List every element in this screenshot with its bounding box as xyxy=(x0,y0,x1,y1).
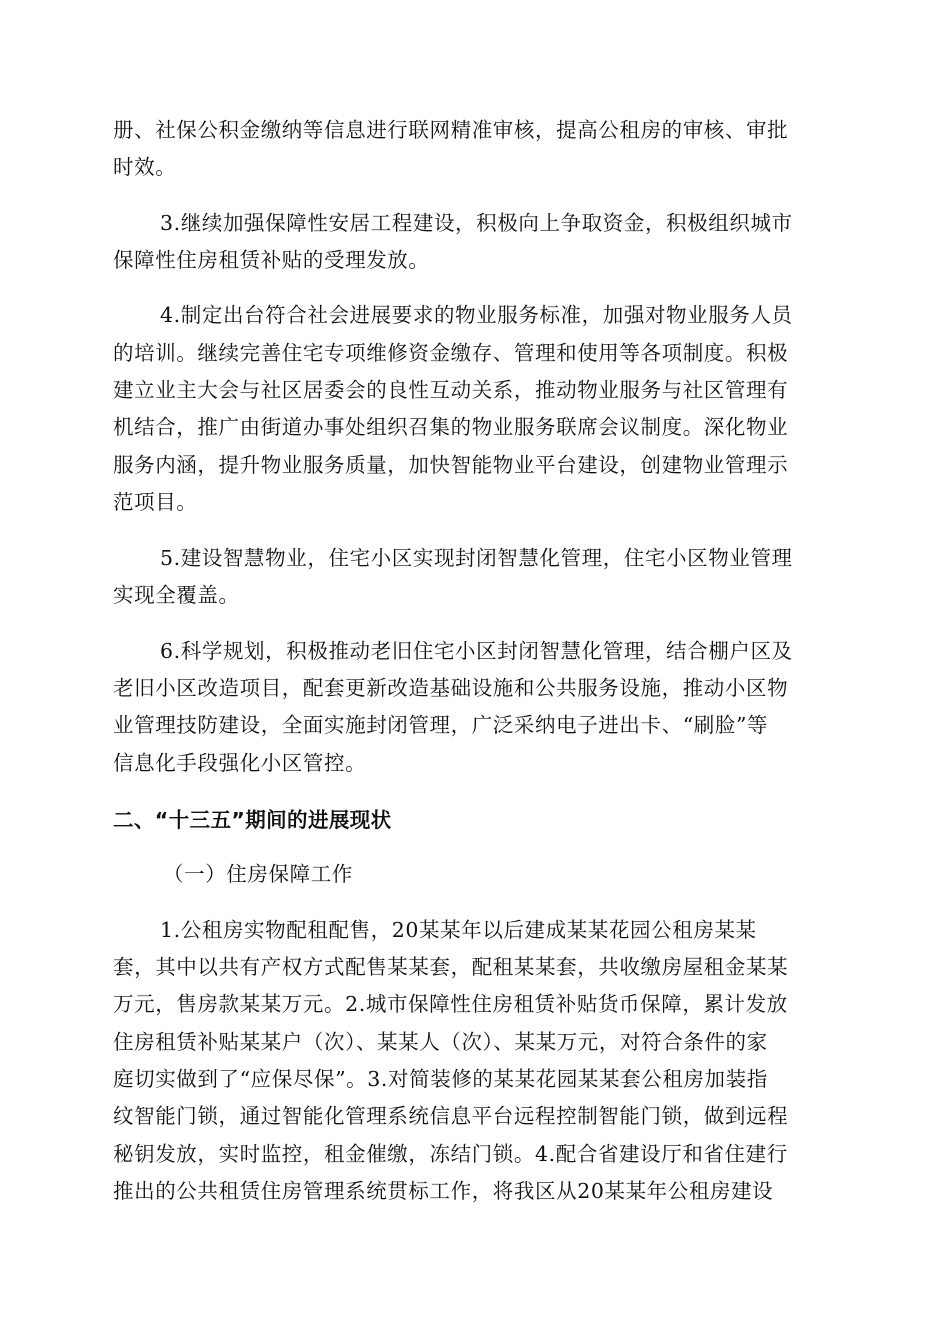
paragraph-line: 册、社保公积金缴纳等信息进行联网精准审核，提高公租房的审核、审批 xyxy=(113,118,789,142)
paragraph-line: 3.继续加强保障性安居工程建设，积极向上争取资金，积极组织城市 xyxy=(160,211,793,235)
paragraph-line: 万元，售房款某某万元。2.城市保障性住房租赁补贴货币保障，累计发放 xyxy=(113,992,788,1016)
paragraph-line: 秘钥发放，实时监控，租金催缴，冻结门锁。4.配合省建设厅和省住建行 xyxy=(113,1142,788,1166)
section-heading: 二、“十三五”期间的进展现状 xyxy=(113,808,392,832)
paragraph-line: 庭切实做到了“应保尽保”。3.对简装修的某某花园某某套公租房加装指 xyxy=(113,1067,768,1091)
paragraph-line: 范项目。 xyxy=(113,490,198,514)
paragraph-line: 时效。 xyxy=(113,155,177,179)
paragraph-line: 6.科学规划，积极推动老旧住宅小区封闭智慧化管理，结合棚户区及 xyxy=(160,639,793,663)
subsection-heading: （一）住房保障工作 xyxy=(163,862,353,886)
paragraph-line: 信息化手段强化小区管控。 xyxy=(113,751,367,775)
paragraph-line: 套，其中以共有产权方式配售某某套，配租某某套，共收缴房屋租金某某 xyxy=(113,955,789,979)
paragraph-line: 住房租赁补贴某某户（次）、某某人（次）、某某万元，对符合条件的家 xyxy=(113,1030,768,1054)
paragraph-line: 实现全覆盖。 xyxy=(113,583,240,607)
paragraph-line: 保障性住房租赁补贴的受理发放。 xyxy=(113,248,430,272)
paragraph-line: 4.制定出台符合社会进展要求的物业服务标准，加强对物业服务人员 xyxy=(160,303,793,327)
paragraph-line: 纹智能门锁，通过智能化管理系统信息平台远程控制智能门锁，做到远程 xyxy=(113,1104,789,1128)
paragraph-line: 机结合，推广由街道办事处组织召集的物业服务联席会议制度。深化物业 xyxy=(113,415,789,439)
paragraph-line: 老旧小区改造项目，配套更新改造基础设施和公共服务设施，推动小区物 xyxy=(113,676,789,700)
paragraph-line: 的培训。继续完善住宅专项维修资金缴存、管理和使用等各项制度。积极 xyxy=(113,341,789,365)
paragraph-line: 业管理技防建设，全面实施封闭管理，广泛采纳电子进出卡、“刷脸”等 xyxy=(113,713,769,737)
paragraph-line: 5.建设智慧物业，住宅小区实现封闭智慧化管理，住宅小区物业管理 xyxy=(160,546,793,570)
paragraph-line: 服务内涵，提升物业服务质量，加快智能物业平台建设，创建物业管理示 xyxy=(113,453,789,477)
paragraph-line: 1.公租房实物配租配售，20某某年以后建成某某花园公租房某某 xyxy=(160,918,757,942)
paragraph-line: 建立业主大会与社区居委会的良性互动关系，推动物业服务与社区管理有 xyxy=(113,378,789,402)
paragraph-line: 推出的公共租赁住房管理系统贯标工作，将我区从20某某年公租房建设 xyxy=(113,1179,774,1203)
